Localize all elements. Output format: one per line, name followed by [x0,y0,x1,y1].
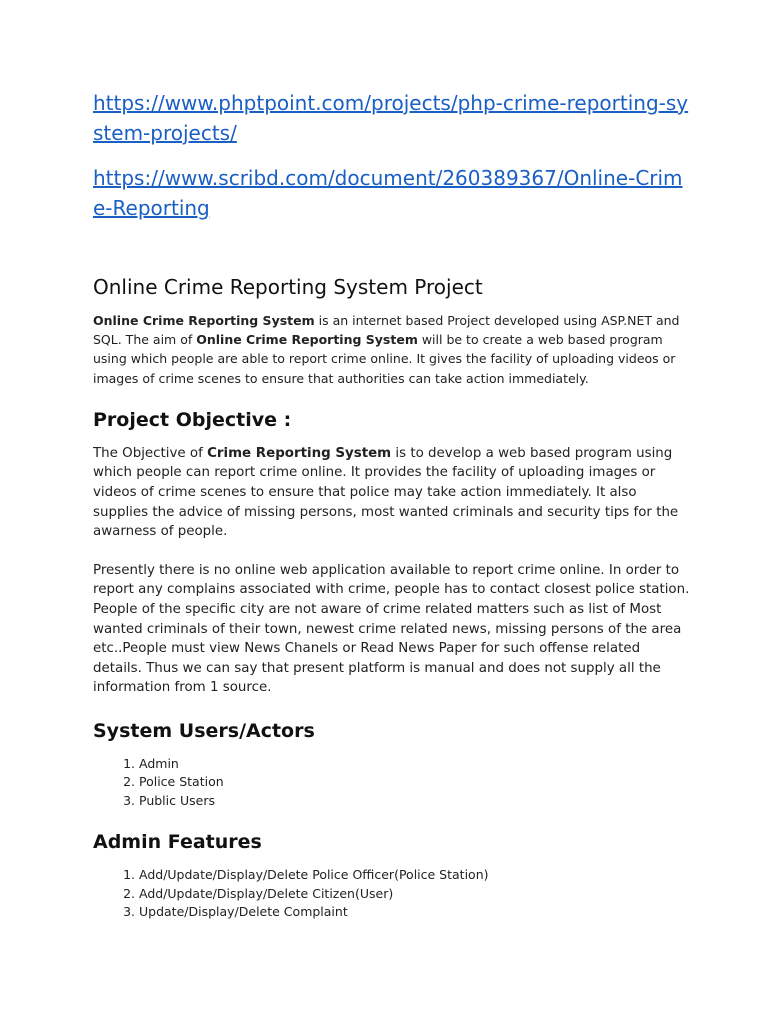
intro-text-2: will be to create a web based program using which people are able to report crime online. It gives the facility of uploading videos or images of crime scenes to ensure that authorities can take action immediately. [93,332,676,386]
scribd-link[interactable]: https://www.scribd.com/document/260389367/Online-Crime-Reporting [93,166,683,220]
objective-text-2: is to develop a web based program using which people can report crime online. It provides the facility of uploading images or videos of crime scenes to ensure that police may take action immediately. It also supplies the advice of missing persons, most wanted criminals and security tips for the awarness of people. [93,445,679,540]
admin-features-heading: Admin Features [93,831,262,854]
list-item: 2. Police Station [139,773,693,791]
list-item: 1. Admin [139,755,693,773]
document-page [93,88,693,935]
actors-list [93,755,693,810]
phptpoint-link[interactable]: https://www.phptpoint.com/projects/php-crime-reporting-system-projects/ [93,91,689,145]
intro-text-1: is an internet based Project developed using ASP.NET and SQL. The aim of [93,313,680,348]
actors-heading: System Users/Actors [93,719,315,742]
list-item: 1. Add/Update/Display/Delete Police Officer(Police Station) [139,866,693,884]
objective-paragraph-1 [93,444,693,542]
intro-bold-2: Online Crime Reporting System [196,332,418,348]
objective-text-1: The Objective of [93,445,208,461]
list-item: 3. Update/Display/Delete Complaint [139,903,693,921]
objective-paragraph-2: Presently there is no online web application available to report crime online. In order to report any complains associated with crime, people has to contact closest police station. People of the specific city are not aware of crime related matters such as list of Most wanted criminals of their town, newest crime related news, missing persons of the area etc..People must view News Chanels or Read News Paper for such offense related details. Thus we can say that present platform is manual and does not supply all the information from 1 source. [93,562,690,696]
intro-bold-1: Online Crime Reporting System [93,313,315,328]
objective-bold: Crime Reporting System [207,445,392,461]
list-item: 3. Public Users [139,792,693,810]
objective-heading: Project Objective : [93,408,292,431]
admin-features-list [93,866,693,921]
list-item: 2. Add/Update/Display/Delete Citizen(User) [139,885,693,903]
page-title: Online Crime Reporting System Project [93,275,483,299]
intro-paragraph [93,311,693,388]
